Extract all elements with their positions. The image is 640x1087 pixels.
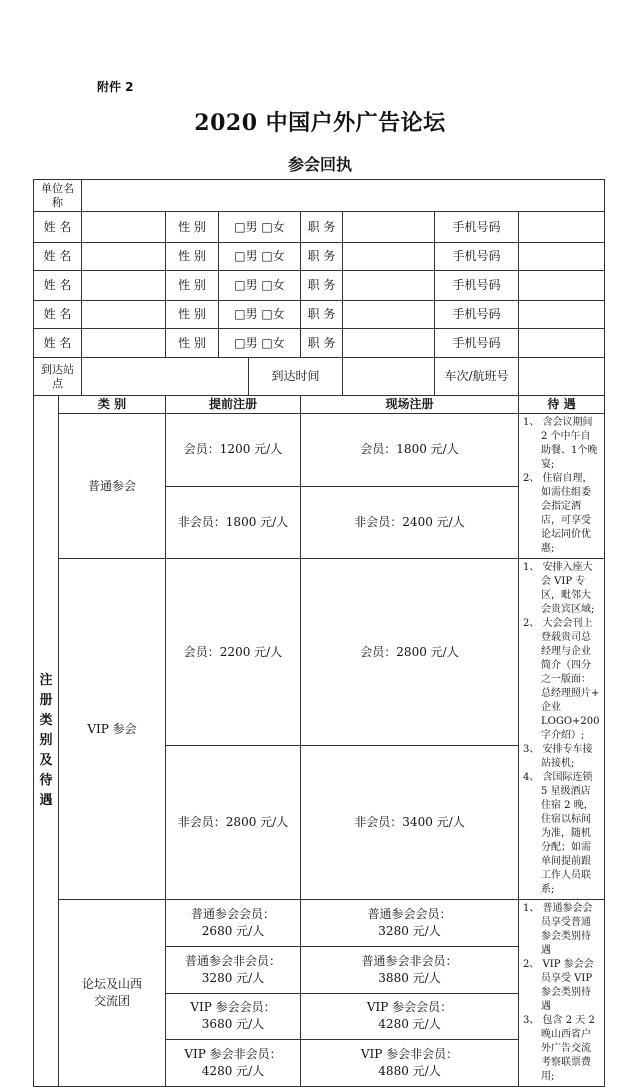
- vip-onsite-member: 会员：2800 元/人: [301, 559, 519, 746]
- regular-member-row: [34, 414, 605, 487]
- phone-label: 手机号码: [435, 271, 519, 301]
- forum-category-label: 论坛及山西交流团: [59, 900, 166, 1087]
- phone-label: 手机号码: [435, 301, 519, 329]
- regular-category-label: 普通参会: [59, 414, 166, 559]
- registration-header-row: [34, 396, 605, 414]
- gender-label: 性 别: [166, 243, 219, 271]
- gender-checkboxes[interactable]: □男 □女: [219, 329, 301, 358]
- forum-early-price: VIP 参会非会员： 4280 元/人: [166, 1040, 301, 1087]
- phone-field[interactable]: [519, 271, 605, 301]
- name-label: 姓 名: [34, 243, 82, 271]
- phone-label: 手机号码: [435, 329, 519, 358]
- vip-early-nonmember: 非会员：2800 元/人: [166, 746, 301, 900]
- col-onsite-header: 现场注册: [301, 396, 519, 414]
- unit-name-field[interactable]: [82, 180, 605, 212]
- registration-form-table: [33, 179, 605, 1087]
- phone-field[interactable]: [519, 301, 605, 329]
- position-field[interactable]: [343, 243, 435, 271]
- col-early-header: 提前注册: [166, 396, 301, 414]
- attachment-label: 附件 2: [97, 80, 134, 94]
- gender-checkboxes[interactable]: □男 □女: [219, 243, 301, 271]
- name-field[interactable]: [82, 243, 166, 271]
- attendee-row: [34, 243, 605, 271]
- document-title: 2020 中国户外广告论坛: [194, 110, 446, 136]
- gender-label: 性 别: [166, 271, 219, 301]
- phone-field[interactable]: [519, 243, 605, 271]
- regular-onsite-member: 会员：1800 元/人: [301, 414, 519, 487]
- arrival-station-field[interactable]: [82, 358, 249, 396]
- name-label: 姓 名: [34, 271, 82, 301]
- vip-onsite-nonmember: 非会员：3400 元/人: [301, 746, 519, 900]
- arrival-time-field[interactable]: [343, 358, 435, 396]
- train-flight-field[interactable]: [519, 358, 605, 396]
- position-label: 职 务: [301, 329, 343, 358]
- position-label: 职 务: [301, 271, 343, 301]
- forum-early-price: 普通参会会员： 2680 元/人: [166, 900, 301, 947]
- gender-checkboxes[interactable]: □男 □女: [219, 301, 301, 329]
- unit-name-label: 单位名称: [34, 180, 82, 212]
- phone-field[interactable]: [519, 329, 605, 358]
- vip-benefits: 1、 安排入座大会 VIP 专区，毗邻大会贵宾区域; 2、 大会会刊上登载贵司总经理与企业简介（四分之一版面：总经理照片+ 企业 LOGO+200 字介绍）; 3、 安排专车接站接机; 4、 含国际连锁 5 星级酒店住宿 2 晚，住宿以标间为准，随机分配；如需单间提前跟工作人员联系;: [519, 559, 605, 900]
- col-category-header: 类 别: [59, 396, 166, 414]
- position-field[interactable]: [343, 271, 435, 301]
- name-label: 姓 名: [34, 212, 82, 243]
- gender-label: 性 别: [166, 301, 219, 329]
- gender-label: 性 别: [166, 212, 219, 243]
- name-label: 姓 名: [34, 301, 82, 329]
- forum-row: [34, 900, 605, 947]
- position-label: 职 务: [301, 212, 343, 243]
- name-field[interactable]: [82, 212, 166, 243]
- gender-label: 性 别: [166, 329, 219, 358]
- position-field[interactable]: [343, 329, 435, 358]
- train-flight-label: 车次/航班号: [435, 358, 519, 396]
- phone-field[interactable]: [519, 212, 605, 243]
- attendee-row: [34, 329, 605, 358]
- phone-label: 手机号码: [435, 212, 519, 243]
- position-label: 职 务: [301, 243, 343, 271]
- arrival-time-label: 到达时间: [249, 358, 343, 396]
- vip-early-member: 会员：2200 元/人: [166, 559, 301, 746]
- name-field[interactable]: [82, 301, 166, 329]
- registration-section-label: 注册类别及待遇: [34, 396, 59, 1087]
- attendee-row: [34, 271, 605, 301]
- gender-checkboxes[interactable]: □男 □女: [219, 271, 301, 301]
- forum-early-price: 普通参会非会员： 3280 元/人: [166, 946, 301, 993]
- position-field[interactable]: [343, 301, 435, 329]
- position-field[interactable]: [343, 212, 435, 243]
- forum-onsite-price: 普通参会会员： 3280 元/人: [301, 900, 519, 947]
- arrival-station-label: 到达站点: [34, 358, 82, 396]
- forum-onsite-price: VIP 参会会员： 4280 元/人: [301, 993, 519, 1040]
- name-field[interactable]: [82, 329, 166, 358]
- gender-checkboxes[interactable]: □男 □女: [219, 212, 301, 243]
- regular-onsite-nonmember: 非会员：2400 元/人: [301, 486, 519, 559]
- name-field[interactable]: [82, 271, 166, 301]
- regular-early-member: 会员：1200 元/人: [166, 414, 301, 487]
- forum-onsite-price: VIP 参会非会员： 4880 元/人: [301, 1040, 519, 1087]
- vip-category-label: VIP 参会: [59, 559, 166, 900]
- regular-early-nonmember: 非会员：1800 元/人: [166, 486, 301, 559]
- document-subtitle: 参会回执: [287, 155, 352, 174]
- unit-row: [34, 180, 605, 212]
- attendee-row: [34, 301, 605, 329]
- name-label: 姓 名: [34, 329, 82, 358]
- forum-early-price: VIP 参会会员： 3680 元/人: [166, 993, 301, 1040]
- forum-onsite-price: 普通参会非会员： 3880 元/人: [301, 946, 519, 993]
- col-benefits-header: 待 遇: [519, 396, 605, 414]
- regular-benefits: 1、 含会议期间 2 个中午自助餐、1个晚宴; 2、 住宿自理，如需住组委会指定酒店，可享受论坛同价优惠;: [519, 414, 605, 559]
- arrival-row: [34, 358, 605, 396]
- position-label: 职 务: [301, 301, 343, 329]
- forum-benefits: 1、 普通参会会员享受普通参会类别待遇 2、 VIP 参会会员享受 VIP 参会类别待遇 3、 包含 2 天 2 晚山西省户外广告交流考察联票费用;: [519, 900, 605, 1087]
- attendee-row: [34, 212, 605, 243]
- phone-label: 手机号码: [435, 243, 519, 271]
- vip-member-row: [34, 559, 605, 746]
